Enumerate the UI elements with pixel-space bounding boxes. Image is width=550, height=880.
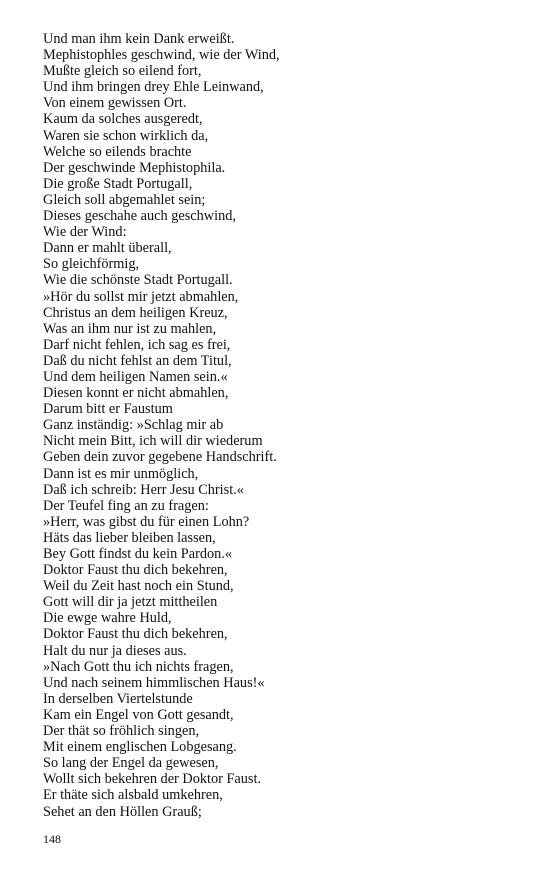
- poem-line: Was an ihm nur ist zu mahlen,: [43, 320, 217, 337]
- poem-line: »Nach Gott thu ich nichts fragen,: [43, 658, 234, 675]
- poem-line: Nicht mein Bitt, ich will dir wiederum: [43, 433, 263, 450]
- poem-line: Gott will dir ja jetzt mittheilen: [43, 594, 218, 611]
- poem-line: Der geschwinde Mephistophila.: [43, 159, 226, 176]
- poem-line: In derselben Viertelstunde: [43, 690, 193, 707]
- poem-line: Von einem gewissen Ort.: [43, 95, 187, 112]
- poem-line: Mit einem englischen Lobgesang.: [43, 739, 237, 756]
- poem-line: Die ewge wahre Huld,: [43, 610, 172, 627]
- poem-line: Bey Gott findst du kein Pardon.«: [43, 546, 233, 562]
- poem-line: Daß ich schreib: Herr Jesu Christ.«: [43, 481, 244, 498]
- poem-line: »Herr, was gibst du für einen Lohn?: [43, 513, 250, 530]
- poem-line: Der Teufel fing an zu fragen:: [43, 497, 209, 514]
- poem-line: Waren sie schon wirklich da,: [43, 127, 209, 144]
- poem-line: Und nach seinem himmlischen Haus!«: [43, 674, 265, 691]
- poem-line: Gleich soll abgemahlet sein;: [43, 191, 206, 208]
- poem-line: Doktor Faust thu dich bekehren,: [43, 562, 228, 579]
- poem-line: Mußte gleich so eilend fort,: [43, 63, 202, 80]
- poem-line: Halt du nur ja dieses aus.: [43, 642, 187, 659]
- poem-line: Und ihm bringen drey Ehle Leinwand,: [43, 79, 264, 96]
- poem-line: Kam ein Engel von Gott gesandt,: [43, 706, 234, 723]
- poem-line: Doktor Faust thu dich bekehren,: [43, 626, 228, 643]
- poem-line: Christus an dem heiligen Kreuz,: [43, 304, 228, 321]
- poem-line: Ganz inständig: »Schlag mir ab: [43, 417, 224, 434]
- poem-line: Wie die schönste Stadt Portugall.: [43, 272, 233, 289]
- poem-line: Häts das lieber bleiben lassen,: [43, 529, 216, 546]
- poem-line: Sehet an den Höllen Grauß;: [43, 803, 202, 820]
- page-number: 148: [43, 832, 61, 846]
- poem-line: Darf nicht fehlen, ich sag es frei,: [43, 336, 231, 353]
- poem-line: Mephistophles geschwind, wie der Wind,: [43, 47, 280, 64]
- poem-line: Dieses geschahe auch geschwind,: [43, 208, 236, 225]
- poem-line: Geben dein zuvor gegebene Handschrift.: [43, 449, 277, 466]
- poem-line: Die große Stadt Portugall,: [43, 175, 193, 192]
- poem-line: Dann ist es mir unmöglich,: [43, 465, 199, 482]
- poem-line: Der thät so fröhlich singen,: [43, 723, 200, 740]
- poem-line: Und man ihm kein Dank erweißt.: [43, 31, 235, 47]
- poem-line: Dann er mahlt überall,: [43, 240, 172, 257]
- poem-text: [43, 31, 533, 820]
- poem-line: Diesen konnt er nicht abmahlen,: [43, 385, 229, 402]
- poem-line: Wie der Wind:: [43, 224, 127, 241]
- poem-line: Und dem heiligen Namen sein.«: [43, 368, 228, 385]
- poem-line: Weil du Zeit hast noch ein Stund,: [43, 578, 234, 595]
- poem-line: Wollt sich bekehren der Doktor Faust.: [43, 771, 262, 788]
- poem-line: Darum bitt er Faustum: [43, 401, 173, 418]
- poem-line: So gleichförmig,: [43, 256, 140, 273]
- poem-line: Daß du nicht fehlst an dem Titul,: [43, 352, 232, 369]
- poem-line: So lang der Engel da gewesen,: [43, 755, 219, 772]
- poem-line: Welche so eilends brachte: [43, 143, 192, 160]
- poem-line: »Hör du sollst mir jetzt abmahlen,: [43, 288, 239, 305]
- poem-line: Kaum da solches ausgeredt,: [43, 111, 203, 128]
- poem-line: Er thäte sich alsbald umkehren,: [43, 787, 223, 804]
